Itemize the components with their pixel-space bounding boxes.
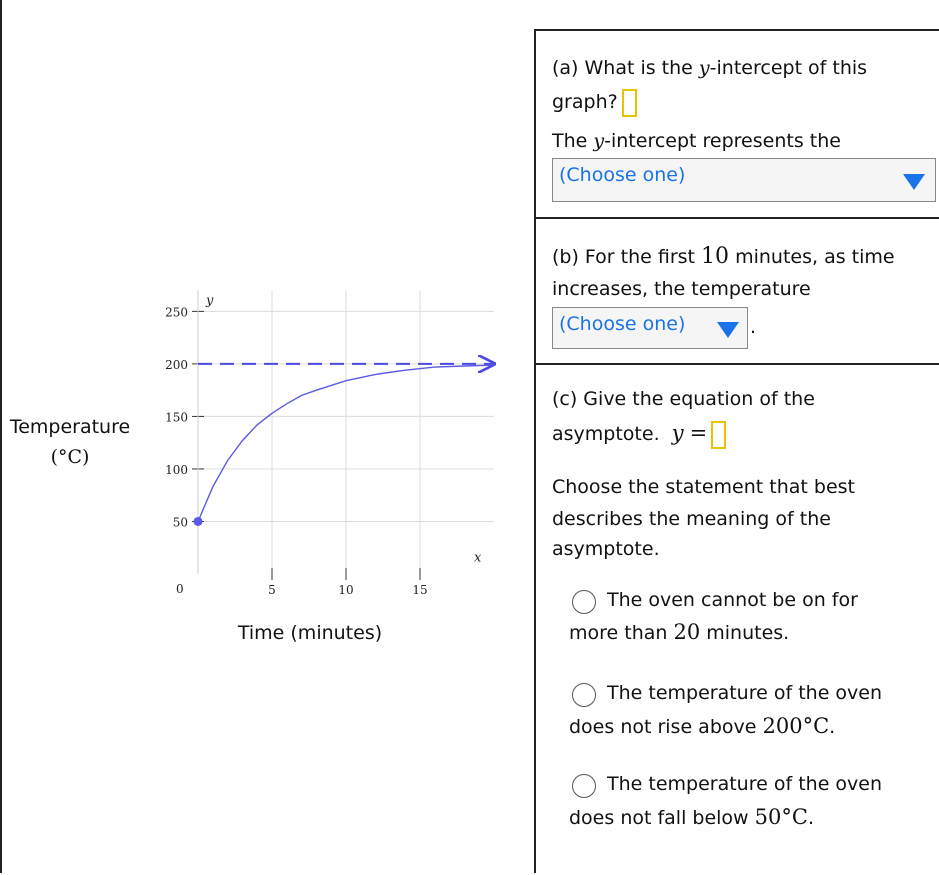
option-not-fall[interactable] [536, 769, 939, 839]
part-a-var-2: y [593, 130, 605, 152]
option-2-end: . [829, 716, 836, 738]
option-1-math: 20 [673, 620, 701, 644]
part-c-question-line2 [552, 418, 726, 449]
option-3-line2 [569, 802, 814, 833]
part-a-dropdown-label: (Choose one) [559, 164, 686, 186]
part-b-text-1: (b) For the first [552, 246, 702, 268]
part-c-section [536, 365, 939, 875]
option-1-text: more than [569, 622, 674, 644]
part-b-dropdown-label: (Choose one) [559, 313, 686, 335]
y-tick-label-100: 100 [165, 462, 188, 477]
x-tick-label-15: 15 [412, 583, 428, 597]
option-2-line1: The temperature of the oven [607, 682, 883, 704]
y-tick-label-200: 200 [165, 357, 188, 372]
option-1-end: minutes. [700, 622, 790, 644]
option-3-line1: The temperature of the oven [607, 773, 883, 795]
part-b-question [552, 242, 895, 272]
part-a-var: y [698, 57, 710, 79]
part-a-section [536, 31, 939, 219]
option-2-line2 [569, 711, 835, 742]
asymptote-eq-var: y [671, 421, 684, 445]
part-b-period: . [750, 316, 757, 338]
radio-option-2[interactable] [572, 683, 596, 707]
part-a-question-line2 [552, 87, 637, 117]
part-c-prompt-1: Choose the statement that best [552, 476, 855, 498]
part-c-prompt-2: describes the meaning of the [552, 508, 831, 530]
radio-option-1[interactable] [572, 590, 596, 614]
option-3-math: 50°C [754, 805, 808, 829]
part-b-section [536, 219, 939, 365]
part-b-num: 10 [701, 244, 730, 269]
asymptote-eq-sign: = [689, 421, 708, 445]
part-a-dropdown[interactable] [552, 158, 936, 202]
y-axis-letter: y [206, 293, 214, 309]
part-b-question-line2: increases, the temperature [552, 278, 811, 300]
part-c-text: asymptote. [552, 423, 660, 445]
option-oven-time[interactable] [536, 585, 939, 655]
y-axis-title [0, 412, 140, 472]
y-intercept-answer-input[interactable] [622, 89, 637, 117]
part-a-text-5: -intercept represents the [604, 130, 841, 152]
option-not-rise[interactable] [536, 678, 939, 748]
part-c-question: (c) Give the equation of the [552, 388, 815, 410]
x-axis-title: Time (minutes) [237, 622, 383, 644]
part-a-text-3: graph? [552, 91, 618, 113]
option-2-math: 200°C [762, 714, 830, 738]
y-axis-title-line1: Temperature [9, 416, 131, 438]
part-a-text-4: The [552, 130, 594, 152]
option-1-line2 [569, 617, 789, 648]
part-a-represents [552, 126, 841, 156]
x-tick-label-10: 10 [338, 583, 354, 597]
part-a-text-2: -intercept of this [709, 57, 868, 79]
y-axis-title-line2: (°C) [50, 446, 90, 468]
part-c-prompt-3: asymptote. [552, 538, 660, 560]
radio-option-3[interactable] [572, 774, 596, 798]
asymptote-answer-input[interactable] [711, 421, 726, 449]
part-a-question [552, 53, 867, 83]
option-1-line1: The oven cannot be on for [607, 589, 858, 611]
chevron-down-icon [903, 174, 925, 190]
part-b-dropdown[interactable] [552, 307, 748, 349]
option-3-text: does not fall below [569, 807, 755, 829]
x-tick-label-5: 5 [268, 583, 276, 597]
y-tick-label-50: 50 [172, 515, 188, 530]
chevron-down-icon [717, 322, 739, 338]
option-3-end: . [807, 807, 814, 829]
origin-label: 0 [176, 582, 184, 596]
question-panel [534, 29, 939, 873]
part-b-text-2: minutes, as time [729, 246, 895, 268]
option-2-text: does not rise above [569, 716, 763, 738]
part-a-text-1: (a) What is the [552, 57, 699, 79]
x-axis-letter: x [474, 550, 482, 566]
y-tick-label-150: 150 [165, 410, 188, 425]
y-intercept-point [194, 517, 203, 526]
y-tick-label-250: 250 [165, 305, 188, 320]
